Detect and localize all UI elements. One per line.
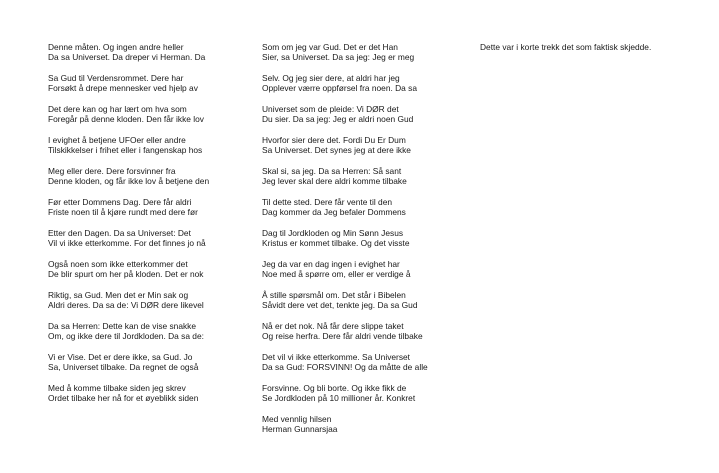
text-line: Herman Gunnarsjaa bbox=[262, 424, 338, 434]
stanza bbox=[48, 290, 209, 310]
text-line: Sier, sa Universet. Da sa jeg: Jeg er meg bbox=[262, 52, 415, 62]
text-line: Vil vi ikke etterkomme. For det finnes jo nå bbox=[48, 238, 206, 248]
text-line: Riktig, sa Gud. Men det er Min sak og bbox=[48, 290, 189, 300]
text-line: Hvorfor sier dere det. Fordi Du Er Dum bbox=[262, 135, 406, 145]
text-line: Det vil vi ikke etterkomme. Sa Universet bbox=[262, 352, 411, 362]
text-line: Skal si, sa jeg. Da sa Herren: Så sant bbox=[262, 166, 402, 176]
stanza bbox=[262, 197, 428, 217]
stanza bbox=[48, 135, 209, 155]
text-line: Da sa Herren: Dette kan de vise snakke bbox=[48, 321, 197, 331]
stanza bbox=[262, 166, 428, 186]
text-line: Vi er Vise. Det er dere ikke, sa Gud. Jo bbox=[48, 352, 193, 362]
stanza bbox=[262, 42, 428, 62]
stanza bbox=[48, 383, 209, 403]
stanza bbox=[48, 259, 209, 279]
text-line: Sa, Universet tilbake. Da regnet de også bbox=[48, 362, 199, 372]
text-line: Til dette sted. Dere får vente til den bbox=[262, 197, 393, 207]
stanza bbox=[48, 73, 209, 93]
text-line: Denne kloden, og får ikke lov å betjene den bbox=[48, 176, 210, 186]
stanza bbox=[48, 166, 209, 186]
text-line: Og reise herfra. Dere får aldri vende tilbake bbox=[262, 331, 423, 341]
text-line: Jeg lever skal dere aldri komme tilbake bbox=[262, 176, 407, 186]
text-line: Sa Gud til Verdensrommet. Dere har bbox=[48, 73, 184, 83]
stanza bbox=[262, 383, 428, 403]
text-line: Med vennlig hilsen bbox=[262, 414, 332, 424]
text-line: Å stille spørsmål om. Det står i Bibelen bbox=[262, 290, 406, 300]
text-line: Foregår på denne kloden. Den får ikke lov bbox=[48, 114, 204, 124]
text-line: Universet som de pleide: Vi DØR det bbox=[262, 104, 399, 114]
text-line: Opplever værre oppførsel fra noen. Da sa bbox=[262, 83, 418, 93]
stanza bbox=[48, 197, 209, 217]
stanza bbox=[480, 42, 651, 52]
stanza bbox=[262, 352, 428, 372]
stanza bbox=[262, 290, 428, 310]
text-line: Om, og ikke dere til Jordkloden. Da sa de: bbox=[48, 331, 204, 341]
stanza bbox=[262, 414, 428, 434]
stanza bbox=[262, 321, 428, 341]
text-line: Tilskikkelser i frihet eller i fangenskap hos bbox=[48, 145, 203, 155]
stanza bbox=[48, 104, 209, 124]
text-line: Da sa Universet. Da dreper vi Herman. Da bbox=[48, 52, 206, 62]
stanza bbox=[262, 135, 428, 155]
stanza bbox=[48, 352, 209, 372]
stanza bbox=[262, 259, 428, 279]
stanza bbox=[48, 42, 209, 62]
stanza bbox=[48, 228, 209, 248]
text-line: Dette var i korte trekk det som faktisk skjedde. bbox=[480, 42, 652, 52]
text-column-1 bbox=[48, 42, 209, 414]
text-line: Friste noen til å kjøre rundt med dere før bbox=[48, 207, 198, 217]
text-line: De blir spurt om her på kloden. Det er nok bbox=[48, 269, 204, 279]
text-line: Som om jeg var Gud. Det er det Han bbox=[262, 42, 398, 52]
stanza bbox=[262, 104, 428, 124]
stanza bbox=[262, 73, 428, 93]
stanza bbox=[48, 321, 209, 341]
text-line: Dag kommer da Jeg befaler Dommens bbox=[262, 207, 406, 217]
text-line: Jeg da var en dag ingen i evighet har bbox=[262, 259, 400, 269]
text-line: Med å komme tilbake siden jeg skrev bbox=[48, 383, 186, 393]
text-line: Denne måten. Og ingen andre heller bbox=[48, 42, 184, 52]
text-line: Da sa Gud: FORSVINN! Og da måtte de alle bbox=[262, 362, 428, 372]
text-line: Meg eller dere. Dere forsvinner fra bbox=[48, 166, 176, 176]
text-line: Noe med å spørre om, eller er verdige å bbox=[262, 269, 411, 279]
text-line: Aldri deres. Da sa de: Vi DØR dere likevel bbox=[48, 300, 204, 310]
text-line: Kristus er kommet tilbake. Og det visste bbox=[262, 238, 410, 248]
text-line: Det dere kan og har lært om hva som bbox=[48, 104, 187, 114]
text-line: I evighet å betjene UFOer eller andre bbox=[48, 135, 186, 145]
text-line: Nå er det nok. Nå får dere slippe taket bbox=[262, 321, 404, 331]
text-line: Sa Universet. Det synes jeg at dere ikke bbox=[262, 145, 411, 155]
text-column-3 bbox=[480, 42, 651, 63]
text-line: Selv. Og jeg sier dere, at aldri har jeg bbox=[262, 73, 400, 83]
stanza bbox=[262, 228, 428, 248]
text-line: Forsvinne. Og bli borte. Og ikke fikk de bbox=[262, 383, 407, 393]
text-line: Forsøkt å drepe mennesker ved hjelp av bbox=[48, 83, 198, 93]
text-line: Også noen som ikke etterkommer det bbox=[48, 259, 188, 269]
text-line: Du sier. Da sa jeg: Jeg er aldri noen Gud bbox=[262, 114, 414, 124]
text-line: Før etter Dommens Dag. Dere får aldri bbox=[48, 197, 192, 207]
text-column-2 bbox=[262, 42, 428, 445]
text-line: Se Jordkloden på 10 millioner år. Konkret bbox=[262, 393, 416, 403]
text-line: Dag til Jordkloden og Min Sønn Jesus bbox=[262, 228, 404, 238]
text-line: Ordet tilbake her nå for et øyeblikk siden bbox=[48, 393, 199, 403]
text-line: Såvidt dere vet det, tenkte jeg. Da sa Gud bbox=[262, 300, 418, 310]
text-line: Etter den Dagen. Da sa Universet: Det bbox=[48, 228, 191, 238]
